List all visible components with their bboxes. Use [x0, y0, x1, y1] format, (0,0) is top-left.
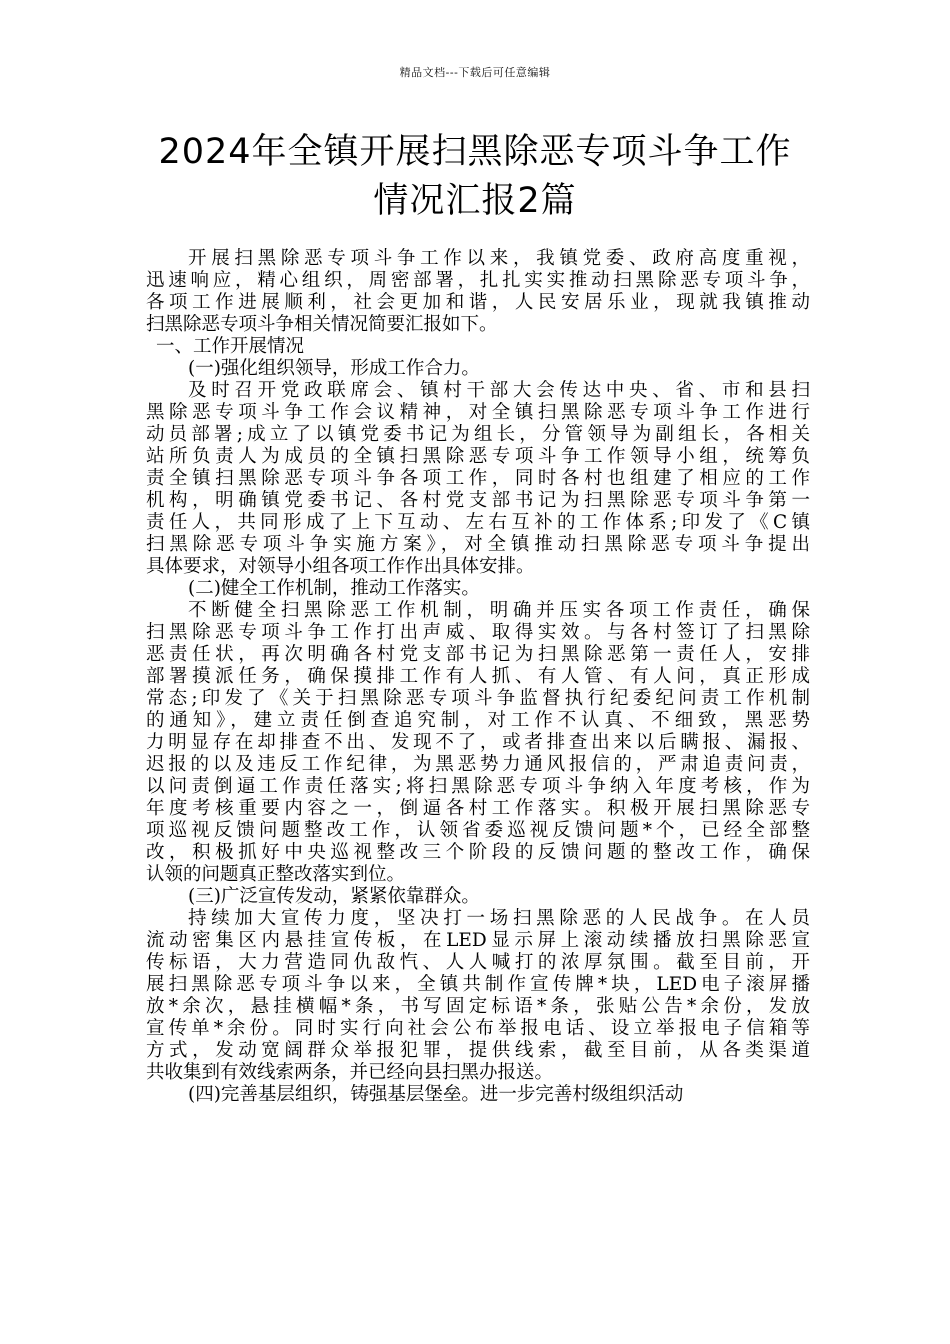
text-line: 认领的问题真正整改落实到位。	[146, 864, 406, 885]
document-body	[146, 248, 810, 1106]
text-line: 机构，明确镇党委书记、各村党支部书记为扫黑除恶专项斗争第一	[146, 490, 810, 511]
subheading	[146, 886, 810, 908]
text-line: 常态;印发了《关于扫黑除恶专项斗争监督执行纪委纪问责工作机制	[146, 688, 810, 709]
text-line: 不断健全扫黑除恶工作机制，明确并压实各项工作责任，确保	[188, 600, 810, 621]
title-line-1: 2024年全镇开展扫黑除恶专项斗争工作	[158, 132, 792, 172]
text-line: 共收集到有效线索两条，并已经向县扫黑办报送。	[146, 1062, 554, 1083]
text-line: (一)强化组织领导，形成工作合力。	[188, 358, 480, 379]
text-line: 扫黑除恶专项斗争相关情况简要汇报如下。	[146, 314, 498, 335]
text-line: 黑除恶专项斗争工作会议精神，对全镇扫黑除恶专项斗争工作进行	[146, 402, 810, 423]
text-line: 宣传单*余份。同时实行向社会公布举报电话、设立举报电子信箱等	[146, 1018, 810, 1039]
text-line: 一、工作开展情况	[156, 336, 305, 357]
text-line: 动员部署;成立了以镇党委书记为组长，分管领导为副组长，各相关	[146, 424, 810, 445]
text-line: 力明显存在却排查不出、发现不了，或者排查出来以后瞒报、漏报、	[146, 732, 810, 753]
paragraph	[146, 248, 810, 336]
paragraph	[146, 600, 810, 886]
text-line: 责全镇扫黑除恶专项斗争各项工作，同时各村也组建了相应的工作	[146, 468, 810, 489]
text-line: 方式，发动宽阔群众举报犯罪，提供线索，截至目前，从各类渠道	[146, 1040, 810, 1061]
text-line: (三)广泛宣传发动，紧紧依靠群众。	[188, 886, 480, 907]
paragraph	[146, 908, 810, 1084]
text-line: 扫黑除恶专项斗争工作打出声威、取得实效。与各村签订了扫黑除	[146, 622, 810, 643]
text-line: 站所负责人为成员的全镇扫黑除恶专项斗争工作领导小组，统筹负	[146, 446, 810, 467]
text-line: 持续加大宣传力度，坚决打一场扫黑除恶的人民战争。在人员	[188, 908, 810, 929]
text-line: 年度考核重要内容之一，倒逼各村工作落实。积极开展扫黑除恶专	[146, 798, 810, 819]
title-line-2: 情况汇报2篇	[373, 181, 577, 221]
text-line: 以问责倒逼工作责任落实;将扫黑除恶专项斗争纳入年度考核，作为	[146, 776, 810, 797]
text-line: 展扫黑除恶专项斗争以来，全镇共制作宣传牌*块，LED电子滚屏播	[146, 974, 810, 995]
text-line: (二)健全工作机制，推动工作落实。	[188, 578, 480, 599]
document-title	[120, 128, 830, 226]
text-line: 恶责任状，再次明确各村党支部书记为扫黑除恶第一责任人，安排	[146, 644, 810, 665]
text-line: 责任人，共同形成了上下互动、左右互补的工作体系;印发了《C镇	[146, 512, 810, 533]
text-line: 改，积极抓好中央巡视整改三个阶段的反馈问题的整改工作，确保	[146, 842, 810, 863]
text-line: 扫黑除恶专项斗争实施方案》，对全镇推动扫黑除恶专项斗争提出	[146, 534, 810, 555]
subheading	[146, 358, 810, 380]
text-line: 项巡视反馈问题整改工作，认领省委巡视反馈问题*个，已经全部整	[146, 820, 810, 841]
text-line: 传标语，大力营造同仇敌忾、人人喊打的浓厚氛围。截至目前，开	[146, 952, 810, 973]
text-line: 放*余次，悬挂横幅*条，书写固定标语*条，张贴公告*余份，发放	[146, 996, 810, 1017]
subheading	[146, 1084, 810, 1106]
text-line: 部署摸派任务，确保摸排工作有人抓、有人管、有人问，真正形成	[146, 666, 810, 687]
subheading	[146, 578, 810, 600]
paragraph	[146, 380, 810, 578]
text-line: (四)完善基层组织，铸强基层堡垒。进一步完善村级组织活动	[188, 1084, 684, 1105]
text-line: 具体要求，对领导小组各项工作作出具体安排。	[146, 556, 535, 577]
text-line: 流动密集区内悬挂宣传板，在LED显示屏上滚动续播放扫黑除恶宣	[146, 930, 810, 951]
text-line: 迅速响应，精心组织，周密部署，扎扎实实推动扫黑除恶专项斗争，	[146, 270, 810, 291]
header-note: 精品文档---下载后可任意编辑	[399, 66, 551, 79]
text-line: 开展扫黑除恶专项斗争工作以来，我镇党委、政府高度重视，	[188, 248, 810, 269]
text-line: 及时召开党政联席会、镇村干部大会传达中央、省、市和县扫	[188, 380, 810, 401]
text-line: 的通知》，建立责任倒查追究制，对工作不认真、不细致，黑恶势	[146, 710, 810, 731]
section-heading	[146, 336, 810, 358]
text-line: 各项工作进展顺利，社会更加和谐，人民安居乐业，现就我镇推动	[146, 292, 810, 313]
text-line: 迟报的以及违反工作纪律，为黑恶势力通风报信的，严肃追责问责，	[146, 754, 810, 775]
